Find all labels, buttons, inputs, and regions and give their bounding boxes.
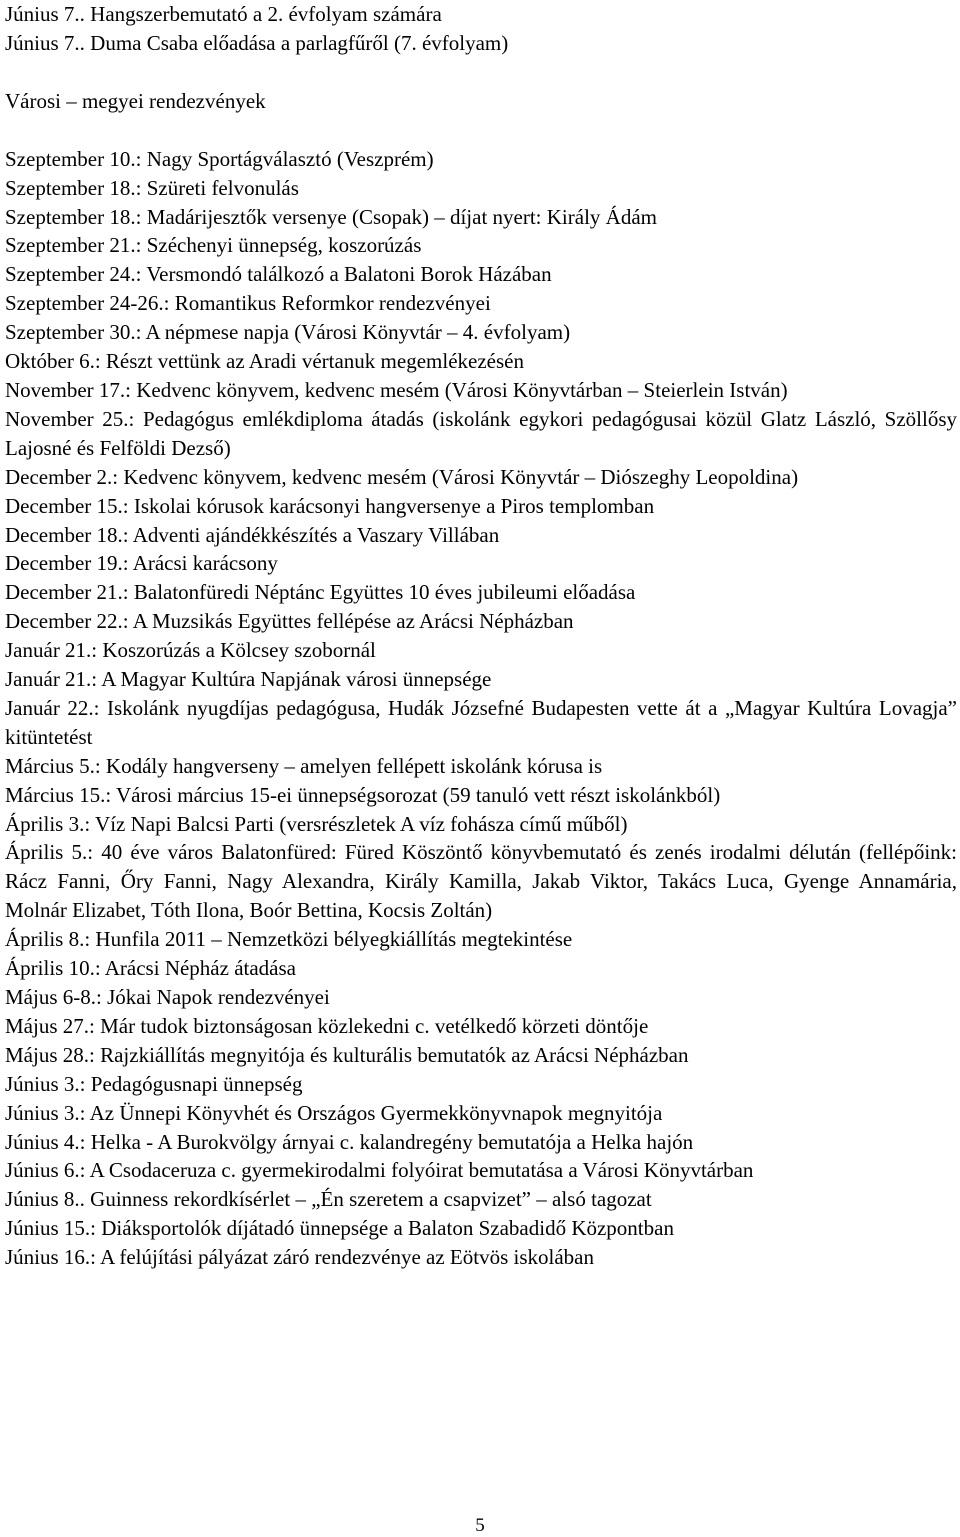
page-number: 5 — [475, 1515, 485, 1536]
event-line: Június 7.. Hangszerbemutató a 2. évfolyam számára — [5, 2, 442, 26]
event-line: Április 10.: Arácsi Népház átadása — [5, 956, 296, 981]
event-list — [5, 145, 957, 1272]
section-title: Városi – megyei rendezvények — [5, 88, 266, 113]
event-line: Szeptember 30.: A népmese napja (Városi Könyvtár – 4. évfolyam) — [5, 320, 571, 345]
event-line: Június 4.: Helka - A Burokvölgy árnyai c. kalandregény bemutatója a Helka hajón — [5, 1129, 694, 1154]
event-line: Június 8.. Guinness rekordkísérlet – „Én szeretem a csapvizet” – alsó tagozat — [5, 1187, 652, 1212]
event-line: December 18.: Adventi ajándékkészítés a Vaszary Villában — [5, 522, 500, 547]
event-line: Május 6-8.: Jókai Napok rendezvényei — [5, 985, 330, 1009]
event-line: Október 6.: Részt vettünk az Aradi vértanuk megemlékezésén — [5, 349, 524, 374]
spacer — [5, 58, 957, 87]
event-line: December 21.: Balatonfüredi Néptánc Együttes 10 éves jubileumi előadása — [5, 580, 636, 605]
event-line: November 25.: Pedagógus emlékdiploma átadás (iskolánk egykori pedagógusai közül Glatz László, Szöllősy Lajosné és Felföldi Dezső) — [5, 406, 957, 460]
event-line: Június 6.: A Csodaceruza c. gyermekirodalmi folyóirat bemutatása a Városi Könyvtárban — [5, 1158, 754, 1183]
event-line: Március 5.: Kodály hangverseny – amelyen fellépett iskolánk kórusa is — [5, 753, 603, 778]
event-line: Április 8.: Hunfila 2011 – Nemzetközi bélyegkiállítás megtekintése — [5, 927, 573, 952]
event-line: December 22.: A Muzsikás Együttes fellépése az Arácsi Népházban — [5, 609, 574, 634]
event-line: Június 3.: Pedagógusnapi ünnepség — [5, 1071, 303, 1096]
event-line: Április 3.: Víz Napi Balcsi Parti (versrészletek A víz fohásza című műből) — [5, 811, 628, 836]
event-line: Január 21.: Koszorúzás a Kölcsey szobornál — [5, 638, 376, 663]
event-line: Január 21.: A Magyar Kultúra Napjának városi ünnepsége — [5, 667, 492, 692]
event-line: Szeptember 10.: Nagy Sportágválasztó (Veszprém) — [5, 146, 434, 171]
event-line: Május 28.: Rajzkiállítás megnyitója és kulturális bemutatók az Arácsi Népházban — [5, 1042, 689, 1067]
event-line: Április 5.: 40 éve város Balatonfüred: Füred Köszöntő könyvbemutató és zenés irodalmi délután (fellépőink: Rácz Fanni, Őry Fanni, Nagy Alexandra, Király Kamilla, Jakab Viktor, Takács Luca, Gyenge Annamária, Molnár Elizabet, Tóth Ilona, Boór Bettina, Kocsis Zoltán) — [5, 840, 957, 923]
event-line: Június 16.: A felújítási pályázat záró rendezvénye az Eötvös iskolában — [5, 1245, 594, 1270]
event-line: Szeptember 21.: Széchenyi ünnepség, koszorúzás — [5, 233, 422, 258]
event-line: Május 27.: Már tudok biztonságosan közlekedni c. vetélkedő körzeti döntője — [5, 1013, 649, 1038]
event-line: Szeptember 18.: Szüreti felvonulás — [5, 175, 299, 200]
event-line: December 2.: Kedvenc könyvem, kedvenc mesém (Városi Könyvtár – Diószeghy Leopoldina) — [5, 464, 799, 489]
event-line: Június 15.: Diáksportolók díjátadó ünnepsége a Balaton Szabadidő Központban — [5, 1216, 674, 1241]
event-line: Március 15.: Városi március 15-ei ünnepségsorozat (59 tanuló vett részt iskolánkból) — [5, 782, 721, 807]
event-line: December 15.: Iskolai kórusok karácsonyi hangversenye a Piros templomban — [5, 493, 655, 518]
event-line: Június 7.. Duma Csaba előadása a parlagfűről (7. évfolyam) — [5, 30, 509, 55]
event-line: Január 22.: Iskolánk nyugdíjas pedagógusa, Hudák Józsefné Budapesten vette át a „Magyar Kultúra Lovagja” kitüntetést — [5, 695, 957, 749]
event-line: November 17.: Kedvenc könyvem, kedvenc mesém (Városi Könyvtárban – Steierlein István) — [5, 377, 788, 402]
event-line: Szeptember 18.: Madárijesztők versenye (Csopak) – díjat nyert: Király Ádám — [5, 204, 657, 229]
event-line: Szeptember 24-26.: Romantikus Reformkor rendezvényei — [5, 291, 491, 316]
spacer — [5, 116, 957, 145]
event-line: Június 3.: Az Ünnepi Könyvhét és Országos Gyermekkönyvnapok megnyitója — [5, 1100, 663, 1125]
document-body — [5, 0, 957, 1272]
event-line: Szeptember 24.: Versmondó találkozó a Balatoni Borok Házában — [5, 262, 552, 287]
event-line: December 19.: Arácsi karácsony — [5, 551, 278, 576]
